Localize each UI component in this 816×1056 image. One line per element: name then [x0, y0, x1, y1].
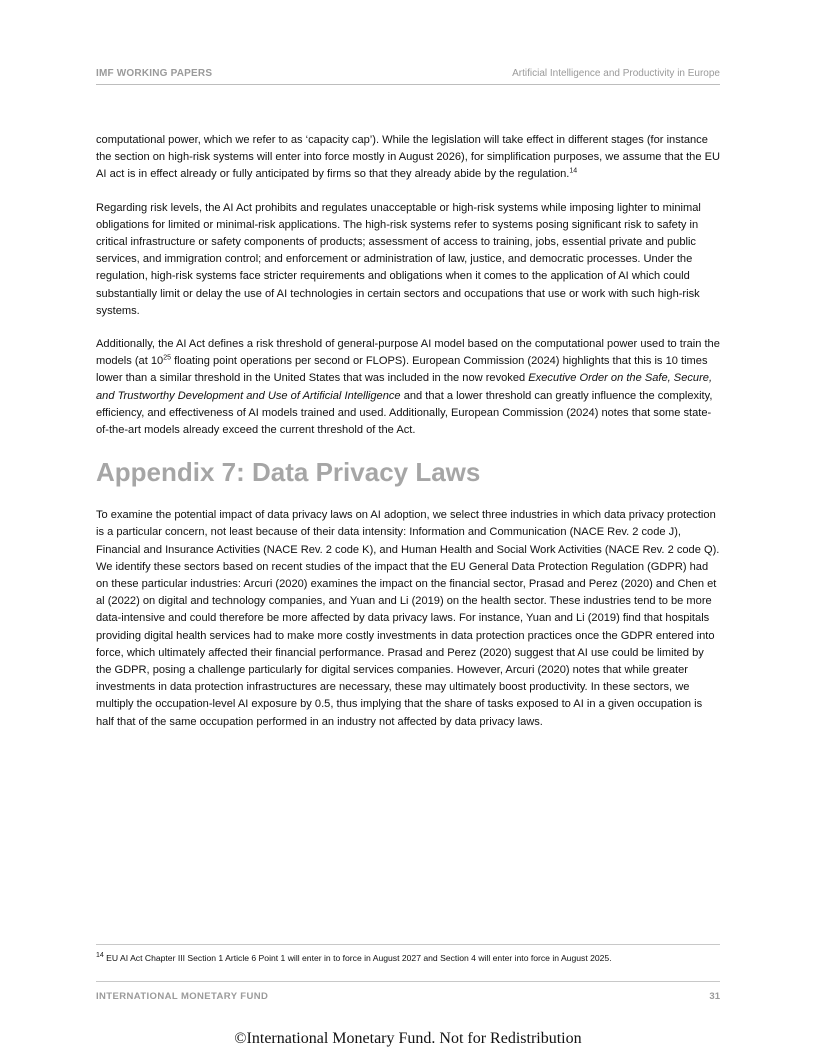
paragraph-text: floating point operations per second or FLOPS). European Commission (2024) highlights that this is 10 times lower than a similar threshold in the United States that was included in the now revoked	[96, 355, 708, 385]
footnote-14	[96, 953, 720, 964]
paragraph-capacity-cap	[96, 132, 720, 184]
running-header	[96, 64, 720, 85]
series-title: IMF WORKING PAPERS	[96, 68, 213, 79]
footnote-text: EU AI Act Chapter III Section 1 Article 6 Point 1 will enter in to force in August 2027 and Section 4 will enter into force in August 2025.	[103, 953, 612, 963]
paragraph-data-privacy: To examine the potential impact of data privacy laws on AI adoption, we select three industries in which data privacy protection is a particular concern, not least because of their data intensity: Information and Communication (NACE Rev. 2 code J), Financial and Insurance Activities (NACE Rev. 2 code K), and Human Health and Social Work Activities (NACE Rev. 2 code Q). We identify these sectors based on recent studies of the impact that the EU General Data Protection Regulation (GDPR) had on these particular industries: Arcuri (2020) examines the impact on the financial sector, Prasad and Perez (2020) and Chen et al (2022) on digital and technology companies, and Yuan and Li (2019) on the health sector. These industries tend to be more data-intensive and could therefore be more affected by data privacy laws. For instance, Yuan and Li (2019) find that hospitals providing digital health services had to make more costly investments in data protection practices once the GDPR entered into force, which ultimately affected their financial performance. Prasad and Perez (2020) suggest that AI use could be limited by the GDPR, posing a challenge particularly for digital services companies. However, Arcuri (2020) notes that while greater investments in data protection infrastructures are necessary, these may ultimately boost productivity. In these sectors, we multiply the occupation-level AI exposure by 0.5, thus implying that the share of tasks exposed to AI in a given occupation is half that of the same occupation performed in an industry not affected by data privacy laws.	[96, 509, 720, 728]
page-number: 31	[709, 991, 720, 1002]
running-footer	[96, 981, 720, 1002]
executive-order-title: Executive Order on the Safe, Secure, and Trustworthy Development and Use of Artificial Intelligence	[96, 372, 713, 402]
paragraph-text: Additionally, the AI Act defines a risk threshold of general-purpose AI model based on the computational power used to train the models (at 10	[96, 338, 720, 368]
publisher-name: INTERNATIONAL MONETARY FUND	[96, 991, 269, 1002]
footnotes	[96, 944, 720, 964]
paragraph-text: and that a lower threshold can greatly influence the complexity, efficiency, and effectiveness of AI models trained and used. Additionally, European Commission (2024) notes that some state-of-the-art models already exceed the current threshold of the Act.	[96, 389, 713, 437]
footnote-number: 14	[96, 952, 104, 960]
paragraph-text: computational power, which we refer to as ‘capacity cap’). While the legislation will take effect in different stages (for instance the section on high-risk systems will enter into force mostly in August 2026), for simplification purposes, we assume that the EU AI act is in effect already or fully anticipated by firms so that they already abide by the regulation.	[96, 134, 720, 181]
appendix-heading: Appendix 7: Data Privacy Laws	[96, 457, 481, 488]
main-content	[96, 132, 720, 747]
paper-title: Artificial Intelligence and Productivity in Europe	[512, 68, 720, 79]
exponent: 25	[163, 354, 172, 362]
copyright-notice: ©International Monetary Fund. Not for Redistribution	[234, 1030, 582, 1047]
footnote-reference: 14	[569, 167, 578, 175]
paragraph-risk-levels: Regarding risk levels, the AI Act prohibits and regulates unacceptable or high-risk systems while imposing lighter to minimal obligations for limited or minimal-risk applications. The high-risk systems refer to systems posing significant risk to safety in critical infrastructure or safety components of products; assessment of access to training, jobs, essential private and public services, and immigration control; and enforcement or administration of law, justice, and democratic processes. Under the regulation, high-risk systems face stricter requirements and obligations when it comes to the application of AI which could substantially limit or delay the use of AI technologies in certain sectors and occupations that use or work with such high-risk systems.	[96, 201, 701, 317]
paragraph-risk-threshold	[96, 336, 720, 439]
